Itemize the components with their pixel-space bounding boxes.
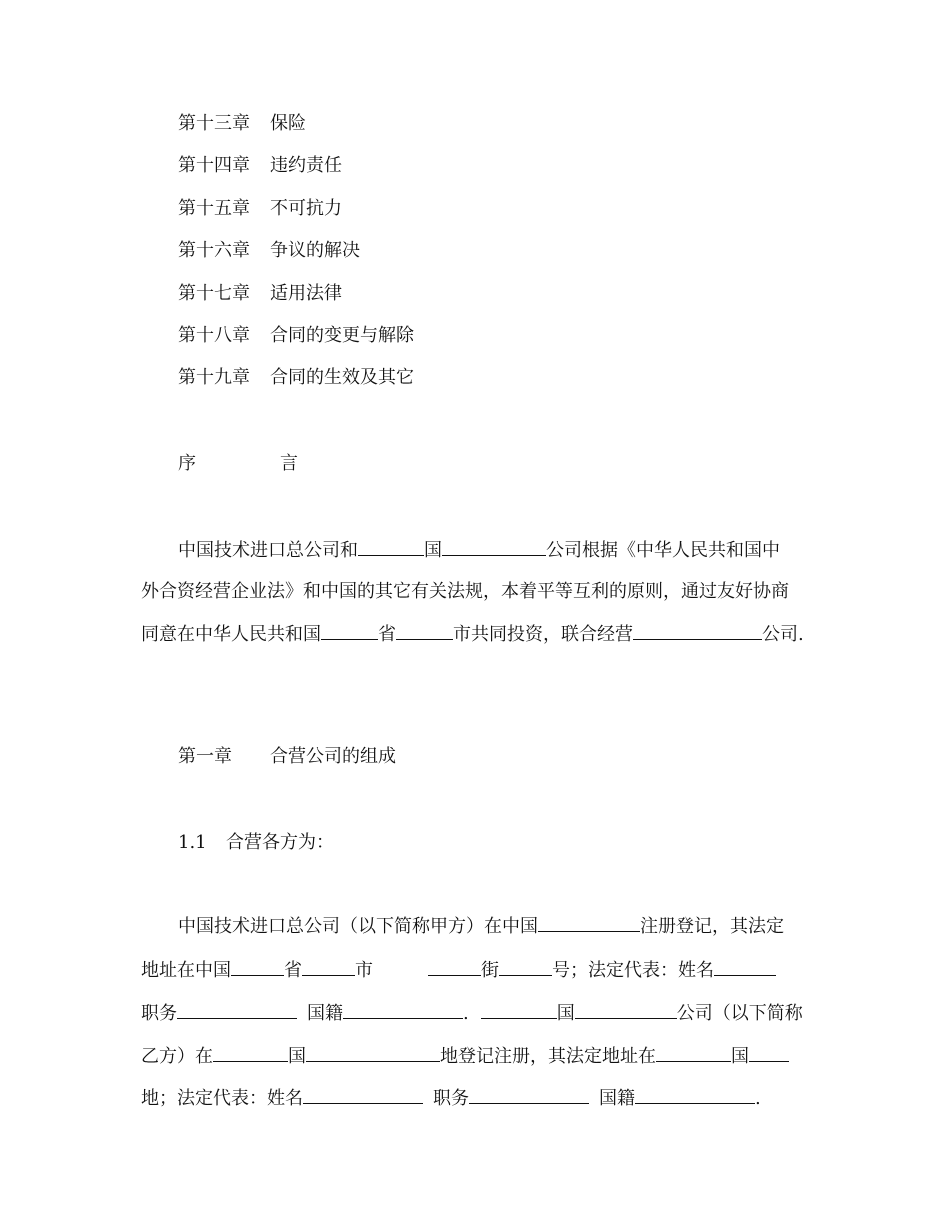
section-heading [178, 831, 334, 855]
parties-line [141, 958, 776, 983]
text-segment: 市 [355, 960, 373, 981]
fill-blank [633, 622, 762, 640]
fill-blank [177, 1001, 297, 1019]
fill-blank [396, 622, 453, 640]
fill-blank [302, 958, 355, 976]
toc-chapter-title: 争议的解决 [270, 240, 360, 261]
toc-item [178, 366, 414, 390]
text-segment: 号；法定代表：姓名 [552, 960, 714, 981]
toc-item [178, 112, 306, 136]
chapter-title: 合营公司的组成 [270, 746, 396, 767]
toc-chapter-number: 第十九章 [178, 367, 250, 388]
text-segment: . [463, 1003, 469, 1024]
text-segment: 公司. [762, 624, 804, 645]
toc-chapter-number: 第十四章 [178, 155, 250, 176]
text-segment: 市共同投资，联合经营 [453, 624, 633, 645]
text-segment: 国籍 [599, 1088, 635, 1109]
text-segment: 国 [731, 1046, 749, 1067]
preface-heading-char: 言 [280, 453, 298, 474]
text-segment: 外合资经营企业法》和中国的其它有关法规，本着平等互利的原则，通过友好协商 [141, 581, 789, 602]
section-title: 合营各方为： [226, 832, 334, 853]
fill-blank [428, 958, 481, 976]
toc-chapter-number: 第十七章 [178, 283, 250, 304]
toc-item [178, 154, 342, 178]
fill-blank [358, 538, 424, 556]
fill-blank [538, 914, 640, 932]
fill-blank [442, 538, 546, 556]
text-segment: 国 [556, 1003, 575, 1024]
toc-chapter-number: 第十八章 [178, 325, 250, 346]
toc-chapter-number: 第十六章 [178, 240, 250, 261]
fill-blank [213, 1044, 288, 1062]
chapter-heading [178, 745, 396, 769]
fill-blank [469, 1086, 589, 1104]
parties-line [141, 1001, 803, 1026]
text-segment: . [755, 1088, 761, 1109]
chapter-number: 第一章 [178, 746, 232, 767]
text-segment: 注册登记，其法定 [640, 916, 784, 937]
preface-heading-char: 序 [178, 453, 196, 474]
section-number: 1.1 [178, 832, 207, 853]
parties-line [178, 914, 784, 939]
fill-blank [306, 1044, 440, 1062]
toc-item [178, 282, 342, 306]
toc-chapter-title: 合同的生效及其它 [270, 367, 414, 388]
parties-line [141, 1044, 789, 1069]
text-segment: 公司（以下简称 [676, 1003, 803, 1024]
text-segment: 乙方）在 [141, 1046, 213, 1067]
text-segment: 公司根据《中华人民共和国中 [546, 540, 780, 561]
toc-chapter-number: 第十五章 [178, 198, 250, 219]
text-segment: 国籍 [307, 1003, 343, 1024]
text-segment: 职务 [141, 1003, 177, 1024]
toc-item [178, 324, 414, 348]
fill-blank [499, 958, 552, 976]
text-segment: 职务 [433, 1088, 469, 1109]
text-segment: 中国技术进口总公司和 [178, 540, 358, 561]
text-segment: 同意在中华人民共和国 [141, 624, 321, 645]
toc-chapter-title: 合同的变更与解除 [270, 325, 414, 346]
parties-line [141, 1086, 761, 1111]
text-segment: 地址在中国 [141, 960, 231, 981]
text-segment: 地登记注册，其法定地址在 [440, 1046, 656, 1067]
text-segment: 地；法定代表：姓名 [141, 1088, 303, 1109]
preface-line [178, 538, 780, 563]
text-segment: 省 [284, 960, 302, 981]
fill-blank [575, 1001, 677, 1019]
fill-blank [481, 1001, 557, 1019]
preface-line [141, 622, 804, 647]
preface-heading [178, 452, 298, 476]
text-segment: 省 [378, 624, 396, 645]
fill-blank [343, 1001, 463, 1019]
text-segment: 街 [481, 960, 499, 981]
toc-chapter-number: 第十三章 [178, 113, 250, 134]
toc-item [178, 239, 360, 263]
toc-item [178, 197, 342, 221]
text-segment: 国 [424, 540, 442, 561]
fill-blank [231, 958, 284, 976]
toc-chapter-title: 不可抗力 [270, 198, 342, 219]
fill-blank [749, 1044, 789, 1062]
toc-chapter-title: 保险 [270, 113, 306, 134]
toc-chapter-title: 适用法律 [270, 283, 342, 304]
text-segment: 中国技术进口总公司（以下简称甲方）在中国 [178, 916, 538, 937]
toc-chapter-title: 违约责任 [270, 155, 342, 176]
preface-line [141, 580, 789, 604]
fill-blank [303, 1086, 423, 1104]
fill-blank [635, 1086, 755, 1104]
text-segment: 国 [288, 1046, 306, 1067]
fill-blank [714, 958, 776, 976]
fill-blank [656, 1044, 731, 1062]
fill-blank [321, 622, 378, 640]
